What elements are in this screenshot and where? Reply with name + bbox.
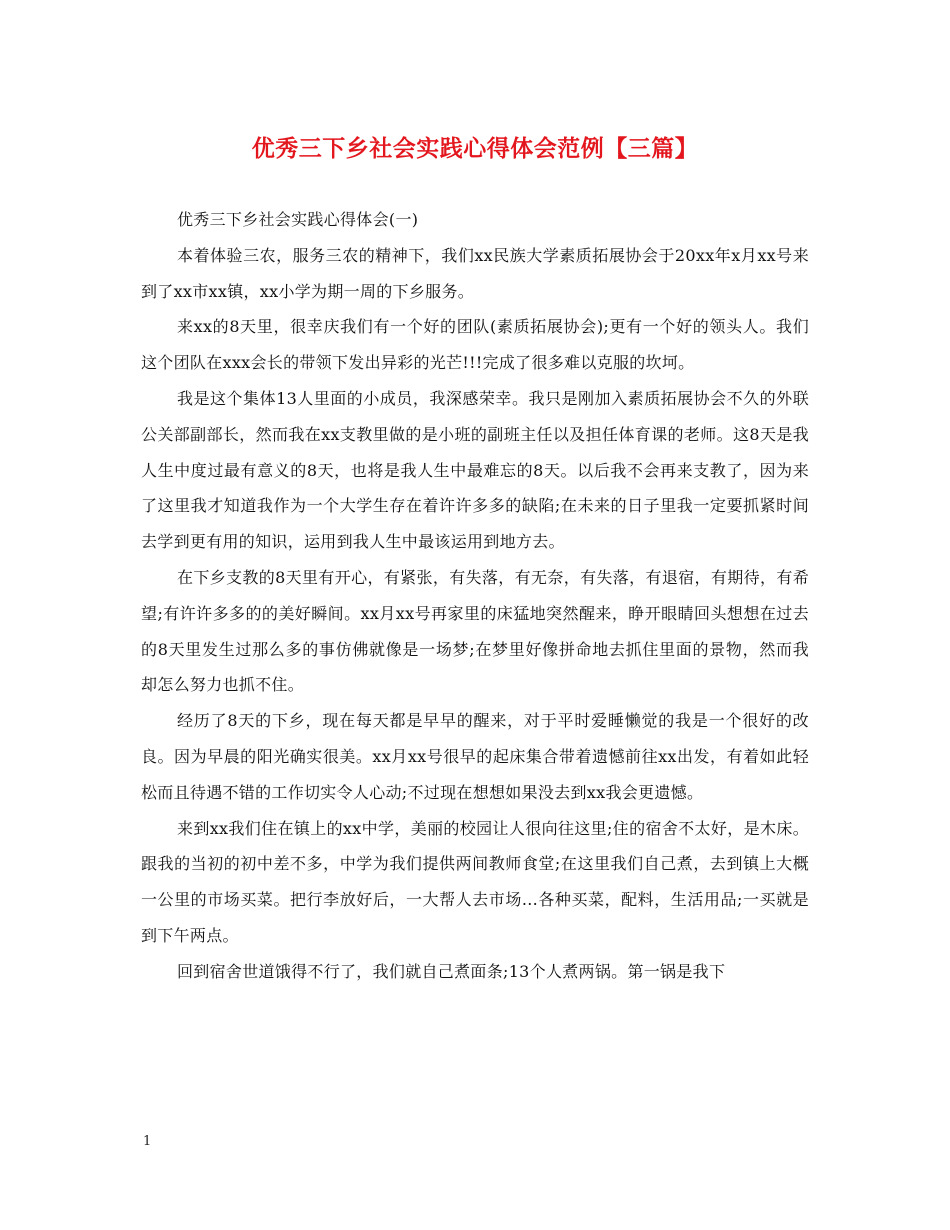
paragraph: 回到宿舍世道饿得不行了，我们就自己煮面条;13个人煮两锅。第一锅是我下 xyxy=(177,961,726,981)
paragraph: 来xx的8天里，很幸庆我们有一个好的团队(素质拓展协会);更有一个好的领头人。我们这个团队在xxx会长的带领下发出异彩的光芒!!!完成了很多难以克服的坎坷。 xyxy=(141,317,809,373)
paragraph: 在下乡支教的8天里有开心，有紧张，有失落，有无奈，有失落，有退宿，有期待，有希望;有许许多多的的美好瞬间。xx月xx号再家里的床猛地突然醒来，睁开眼睛回头想想在过去的8天里发生过那么多的事仿佛就像是一场梦;在梦里好像拼命地去抓住里面的景物，然而我却怎么努力也抓不住。 xyxy=(141,567,809,695)
document-title: 优秀三下乡社会实践心得体会范例【三篇】 xyxy=(251,136,699,162)
paragraph: 本着体验三农，服务三农的精神下，我们xx民族大学素质拓展协会于20xx年x月xx号来到了xx市xx镇，xx小学为期一周的下乡服务。 xyxy=(141,245,809,301)
document-body xyxy=(141,202,809,990)
paragraph: 来到xx我们住在镇上的xx中学，美丽的校园让人很向往这里;住的宿舍不太好，是木床。跟我的当初的初中差不多，中学为我们提供两间教师食堂;在这里我们自己煮，去到镇上大概一公里的市场买菜。把行李放好后，一大帮人去市场...各种买菜，配料，生活用品;一买就是到下午两点。 xyxy=(141,818,809,945)
paragraph-subtitle: 优秀三下乡社会实践心得体会(一) xyxy=(177,210,419,229)
paragraph: 我是这个集体13人里面的小成员，我深感荣幸。我只是刚加入素质拓展协会不久的外联公关部副部长，然而我在xx支教里做的是小班的副班主任以及担任体育课的老师。这8天是我人生中度过最有意义的8天，也将是我人生中最难忘的8天。以后我不会再来支教了，因为来了这里我才知道我作为一个大学生存在着许许多多的缺陷;在未来的日子里我一定要抓紧时间去学到更有用的知识，运用到我人生中最该运用到地方去。 xyxy=(141,388,809,552)
paragraph: 经历了8天的下乡，现在每天都是早早的醒来，对于平时爱睡懒觉的我是一个很好的改良。因为早晨的阳光确实很美。xx月xx号很早的起床集合带着遗憾前往xx出发，有着如此轻松而且待遇不错的工作切实令人心动;不过现在想想如果没去到xx我会更遗憾。 xyxy=(141,711,809,802)
page-number: 1 xyxy=(143,1134,152,1149)
